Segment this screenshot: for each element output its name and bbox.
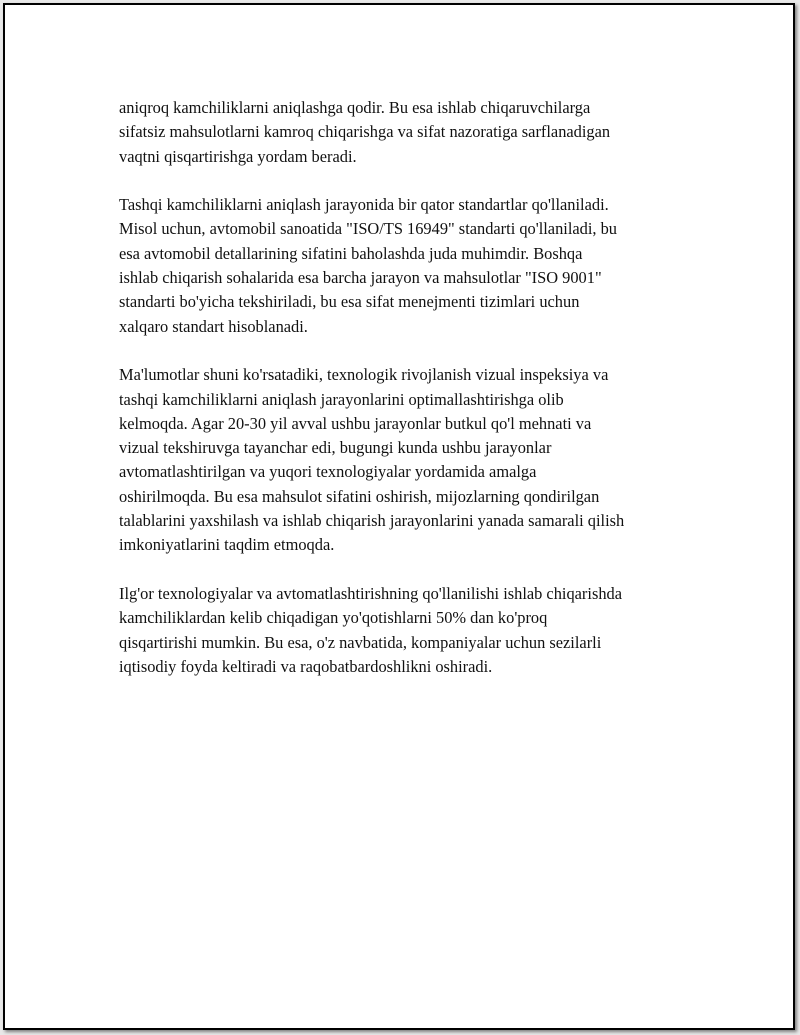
text-line: talablarini yaxshilash va ishlab chiqarish jarayonlarini yanada samarali qilish — [119, 511, 625, 531]
text-line: sifatsiz mahsulotlarni kamroq chiqarishga va sifat nazoratiga sarflanadigan — [119, 122, 611, 142]
text-line: Tashqi kamchiliklarni aniqlash jarayonida bir qator standartlar qo'llaniladi. — [119, 195, 609, 215]
text-line: vaqtni qisqartirishga yordam beradi. — [119, 146, 357, 166]
paragraph-1 — [119, 96, 699, 169]
paragraph-3 — [119, 363, 699, 557]
text-line: iqtisodiy foyda keltiradi va raqobatbardoshlikni oshiradi. — [119, 656, 493, 676]
text-line: standarti bo'yicha tekshiriladi, bu esa sifat menejmenti tizimlari uchun — [119, 292, 580, 312]
text-line: kelmoqda. Agar 20-30 yil avval ushbu jarayonlar butkul qo'l mehnati va — [119, 413, 592, 433]
text-line: vizual tekshiruvga tayanchar edi, bugungi kunda ushbu jarayonlar — [119, 438, 552, 458]
text-line: qisqartirishi mumkin. Bu esa, o'z navbatida, kompaniyalar uchun sezilarli — [119, 632, 602, 652]
paragraph-4 — [119, 582, 699, 679]
text-line: ishlab chiqarish sohalarida esa barcha jarayon va mahsulotlar "ISO 9001" — [119, 268, 602, 288]
paragraph-2 — [119, 193, 699, 339]
text-line: aniqroq kamchiliklarni aniqlashga qodir. Bu esa ishlab chiqaruvchilarga — [119, 98, 591, 117]
document-page — [3, 3, 795, 1030]
text-line: avtomatlashtirilgan va yuqori texnologiyalar yordamida amalga — [119, 462, 537, 482]
text-line: Ma'lumotlar shuni ko'rsatadiki, texnologik rivojlanish vizual inspeksiya va — [119, 365, 609, 385]
document-body — [119, 96, 699, 703]
text-line: imkoniyatlarini taqdim etmoqda. — [119, 535, 335, 555]
text-line: oshirilmoqda. Bu esa mahsulot sifatini oshirish, mijozlarning qondirilgan — [119, 486, 600, 506]
text-line: xalqaro standart hisoblanadi. — [119, 316, 308, 336]
text-line: esa avtomobil detallarining sifatini baholashda juda muhimdir. Boshqa — [119, 243, 583, 263]
text-line: kamchiliklardan kelib chiqadigan yo'qotishlarni 50% dan ko'proq — [119, 608, 548, 628]
text-line: Ilg'or texnologiyalar va avtomatlashtirishning qo'llanilishi ishlab chiqarishda — [119, 583, 622, 603]
text-line: tashqi kamchiliklarni aniqlash jarayonlarini optimallashtirishga olib — [119, 389, 564, 409]
text-line: Misol uchun, avtomobil sanoatida "ISO/TS 16949" standarti qo'llaniladi, bu — [119, 219, 617, 239]
